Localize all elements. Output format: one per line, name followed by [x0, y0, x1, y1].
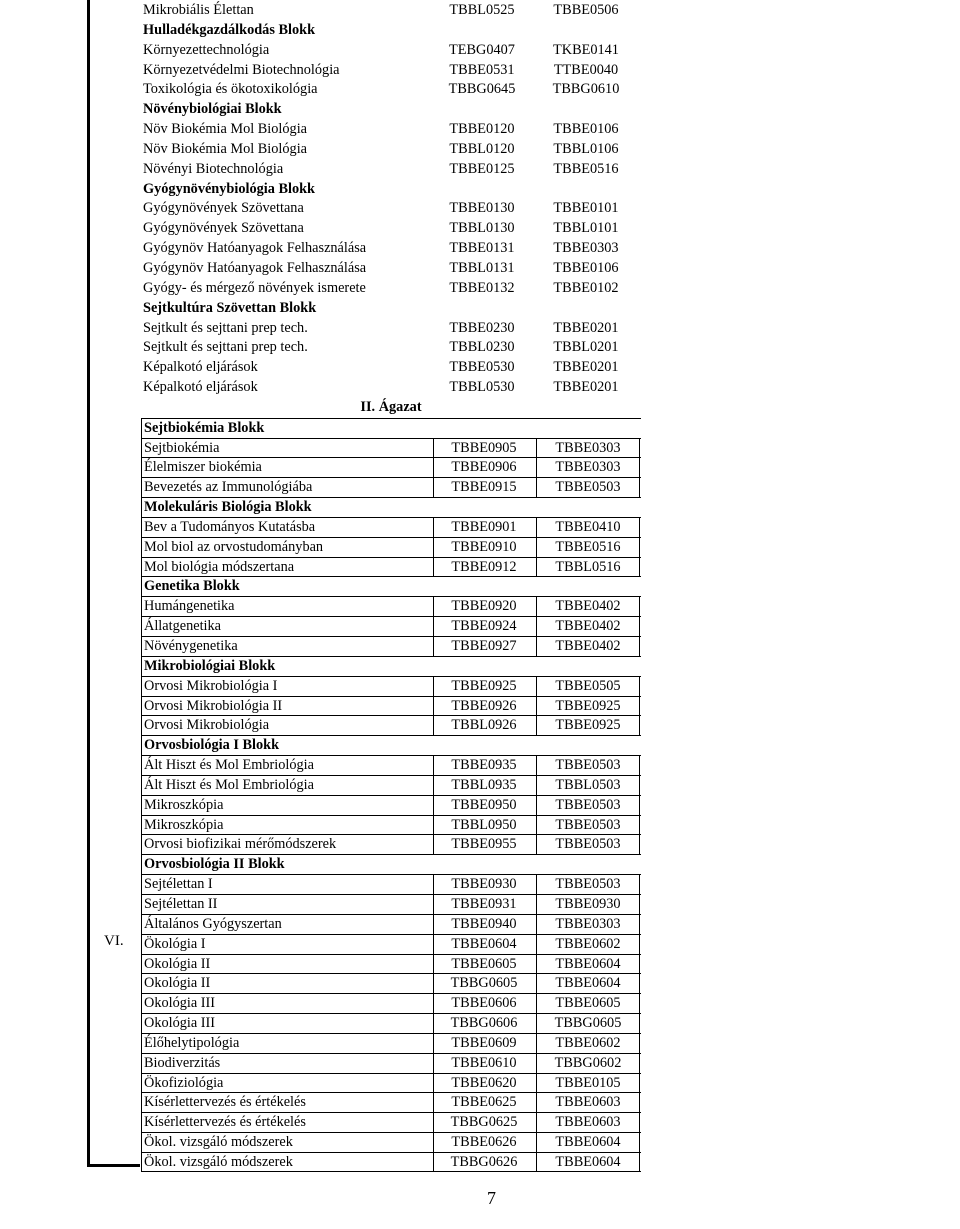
prerequisite-code: TBBE0602 [536, 1034, 640, 1053]
course-name: Sejtbiokémia [144, 439, 220, 456]
course-name: Környezettechnológia [143, 41, 270, 58]
course-name: Orvosi Mikrobiológia I [144, 677, 278, 694]
course-name: Ökológia I [144, 935, 206, 952]
prerequisite-code: TBBE0603 [536, 1113, 640, 1132]
table-row [141, 696, 641, 716]
heading-text: Mikrobiológiai Blokk [144, 657, 276, 674]
prerequisite-code: TBBE0106 [553, 121, 619, 138]
course-code: TBBE0920 [433, 597, 534, 616]
course-name: Mikroszkópia [144, 796, 224, 813]
course-name: Okológia III [144, 995, 216, 1012]
course-name: Mikrobiális Élettan [143, 2, 254, 18]
course-code: TBBL0230 [449, 339, 515, 356]
course-code: TBBE0905 [433, 439, 534, 458]
course-name: Képalkotó eljárások [143, 359, 258, 376]
table-row [141, 934, 641, 954]
course-code: TBBL0926 [433, 716, 534, 735]
course-code: TBBE0910 [433, 538, 534, 557]
table-row [141, 834, 641, 854]
prerequisite-code: TKBE0141 [553, 41, 619, 58]
prerequisite-code: TBBE0410 [536, 518, 640, 537]
course-name: Növ Biokémia Mol Biológia [143, 121, 308, 138]
table-row [141, 199, 641, 219]
course-name: Mikroszkópia [144, 816, 224, 833]
course-code: TBBE0950 [433, 796, 534, 815]
course-name: Sejtélettan II [144, 895, 218, 912]
course-name: Növénygenetika [144, 638, 238, 654]
table-row [141, 1033, 641, 1053]
table-row [141, 358, 641, 378]
course-code: TBBE0930 [433, 875, 534, 894]
heading-text: Gyógynövénybiológia Blokk [143, 180, 316, 197]
left-frame-border [87, 0, 140, 1167]
course-code: TBBL0120 [449, 140, 515, 157]
course-name: Kísérlettervezés és értékelés [144, 1114, 306, 1131]
course-name: Humángenetika [144, 598, 235, 615]
table-row [141, 517, 641, 537]
block-heading [141, 21, 641, 41]
heading-text: Molekuláris Biológia Blokk [144, 499, 312, 516]
prerequisite-code: TTBE0040 [553, 61, 619, 78]
course-code: TEBG0407 [449, 41, 515, 58]
course-name: Ált Hiszt és Mol Embriológia [144, 776, 314, 793]
course-code: TBBE0931 [433, 895, 534, 914]
course-name: Ökol. vizsgáló módszerek [144, 1134, 293, 1151]
table-row [141, 596, 641, 616]
block-heading [141, 854, 641, 874]
block-heading [141, 418, 641, 438]
course-code: TBBE0625 [433, 1093, 534, 1112]
course-code: TBBE0125 [449, 160, 515, 177]
prerequisite-code: TBBE0303 [536, 915, 640, 934]
section-heading [141, 398, 641, 418]
table-row [141, 894, 641, 914]
heading-text: Sejtbiokémia Blokk [144, 419, 265, 436]
course-code: TBBE0604 [433, 935, 534, 954]
course-name: Gyógynövények Szövettana [143, 200, 304, 217]
prerequisite-code: TBBE0303 [553, 240, 619, 257]
prerequisite-code: TBBE0605 [536, 994, 640, 1013]
table-row [141, 795, 641, 815]
table-row [141, 973, 641, 993]
course-name: Okológia III [144, 1015, 216, 1032]
course-code: TBBE0620 [433, 1074, 534, 1093]
table-row [141, 477, 641, 497]
prerequisite-code: TBBL0201 [553, 339, 619, 356]
course-code: TBBE0609 [433, 1034, 534, 1053]
prerequisite-code: TBBE0503 [536, 478, 640, 497]
prerequisite-code: TBBE0516 [536, 538, 640, 557]
course-name: Sejtkult és sejttani prep tech. [143, 339, 308, 356]
course-name: Orvosi Mikrobiológia [144, 717, 270, 734]
course-code: TBBG0626 [433, 1153, 534, 1172]
course-code: TBBE0606 [433, 994, 534, 1013]
prerequisite-code: TBBG0602 [536, 1054, 640, 1073]
course-code: TBBG0645 [448, 81, 516, 98]
table-row [141, 120, 641, 140]
course-code: TBBE0130 [449, 200, 515, 217]
table-row [141, 616, 641, 636]
prerequisite-code: TBBL0106 [553, 140, 619, 157]
course-code: TBBE0610 [433, 1054, 534, 1073]
course-code: TBBE0935 [433, 756, 534, 775]
course-code: TBBE0605 [433, 955, 534, 974]
table-row [141, 338, 641, 358]
course-code: TBBE0925 [433, 677, 534, 696]
table-row [141, 1, 641, 21]
course-table [141, 1, 641, 1172]
block-heading [141, 656, 641, 676]
table-row [141, 319, 641, 339]
prerequisite-code: TBBE0503 [536, 796, 640, 815]
heading-text: Orvosbiológia II Blokk [144, 856, 285, 873]
course-name: Gyógynöv Hatóanyagok Felhasználása [143, 240, 367, 257]
prerequisite-code: TBBL0516 [536, 558, 640, 577]
course-code: TBBE0626 [433, 1133, 534, 1152]
prerequisite-code: TBBE0604 [536, 1153, 640, 1172]
prerequisite-code: TBBE0503 [536, 835, 640, 854]
course-code: TBBL0131 [449, 259, 515, 276]
prerequisite-code: TBBE0102 [553, 279, 619, 296]
page-number: 7 [487, 1188, 496, 1208]
table-row [141, 676, 641, 696]
course-code: TBBE0230 [449, 319, 515, 336]
table-row [141, 41, 641, 61]
course-code: TBBE0926 [433, 697, 534, 716]
table-row [141, 775, 641, 795]
course-name: Mol biológia módszertana [144, 558, 295, 575]
table-row [141, 815, 641, 835]
course-code: TBBE0131 [449, 240, 515, 257]
table-row [141, 874, 641, 894]
prerequisite-code: TBBE0303 [536, 458, 640, 477]
prerequisite-code: TBBE0602 [536, 935, 640, 954]
course-name: Toxikológia és ökotoxikológia [143, 81, 318, 98]
course-code: TBBE0530 [449, 359, 515, 376]
course-name: Ökol. vizsgáló módszerek [144, 1153, 293, 1170]
course-name: Ált Hiszt és Mol Embriológia [144, 757, 314, 774]
block-heading [141, 497, 641, 517]
table-row [141, 80, 641, 100]
course-code: TBBL0530 [449, 379, 515, 396]
table-row [141, 914, 641, 934]
course-name: Élőhelytipológia [144, 1034, 240, 1051]
course-name: Gyógynöv Hatóanyagok Felhasználása [143, 259, 367, 276]
course-name: Orvosi Mikrobiológia II [144, 697, 283, 714]
block-heading [141, 735, 641, 755]
prerequisite-code: TBBE0503 [536, 875, 640, 894]
table-row [141, 636, 641, 656]
table-row [141, 1013, 641, 1033]
course-name: Növ Biokémia Mol Biológia [143, 140, 308, 157]
course-name: Környezetvédelmi Biotechnológia [143, 61, 340, 78]
course-code: TBBE0924 [433, 617, 534, 636]
course-name: Sejtkult és sejttani prep tech. [143, 319, 308, 336]
table-row [141, 259, 641, 279]
prerequisite-code: TBBE0503 [536, 816, 640, 835]
table-row [141, 1152, 641, 1172]
table-row [141, 1132, 641, 1152]
course-name: Ökofiziológia [144, 1074, 224, 1091]
table-row [141, 557, 641, 577]
prerequisite-code: TBBE0604 [536, 974, 640, 993]
prerequisite-code: TBBE0101 [553, 200, 619, 217]
course-name: Sejtélettan I [144, 876, 213, 893]
prerequisite-code: TBBE0201 [553, 359, 619, 376]
prerequisite-code: TBBE0930 [536, 895, 640, 914]
prerequisite-code: TBBE0402 [536, 617, 640, 636]
block-heading [141, 100, 641, 120]
table-row [141, 1053, 641, 1073]
course-code: TBBE0531 [449, 61, 515, 78]
course-name: Bev a Tudományos Kutatásba [144, 518, 316, 535]
course-code: TBBG0606 [433, 1014, 534, 1033]
prerequisite-code: TBBE0516 [553, 160, 619, 177]
course-code: TBBE0906 [433, 458, 534, 477]
block-heading [141, 180, 641, 200]
prerequisite-code: TBBE0506 [553, 2, 619, 18]
table-row [141, 993, 641, 1013]
course-name: Orvosi biofizikai mérőmódszerek [144, 836, 337, 853]
course-name: Okológia II [144, 975, 211, 992]
prerequisite-code: TBBE0925 [536, 716, 640, 735]
table-row [141, 954, 641, 974]
section-label-vi: VI. [104, 933, 124, 949]
heading-text: Sejtkultúra Szövettan Blokk [143, 299, 317, 316]
course-name: Gyógy- és mérgező növények ismerete [143, 279, 366, 296]
course-code: TBBL0935 [433, 776, 534, 795]
prerequisite-code: TBBE0402 [536, 637, 640, 656]
table-row [141, 1092, 641, 1112]
course-name: Gyógynövények Szövettana [143, 220, 304, 237]
course-code: TBBE0955 [433, 835, 534, 854]
course-code: TBBL0130 [449, 220, 515, 237]
course-code: TBBL0525 [449, 2, 515, 18]
prerequisite-code: TBBL0101 [553, 220, 619, 237]
table-row [141, 755, 641, 775]
heading-text: II. Ágazat [360, 398, 422, 415]
table-row [141, 438, 641, 458]
course-name: Mol biol az orvostudományban [144, 538, 324, 555]
prerequisite-code: TBBE0303 [536, 439, 640, 458]
course-code: TBBG0625 [433, 1113, 534, 1132]
prerequisite-code: TBBG0605 [536, 1014, 640, 1033]
prerequisite-code: TBBE0201 [553, 379, 619, 396]
course-code: TBBE0927 [433, 637, 534, 656]
prerequisite-code: TBBE0505 [536, 677, 640, 696]
course-name: Kísérlettervezés és értékelés [144, 1094, 306, 1111]
course-code: TBBE0915 [433, 478, 534, 497]
course-name: Képalkotó eljárások [143, 379, 258, 396]
course-code: TBBE0912 [433, 558, 534, 577]
prerequisite-code: TBBE0503 [536, 756, 640, 775]
course-code: TBBE0901 [433, 518, 534, 537]
table-row [141, 279, 641, 299]
course-code: TBBE0132 [449, 279, 515, 296]
course-name: Élelmiszer biokémia [144, 459, 262, 476]
table-row [141, 1073, 641, 1093]
table-row [141, 537, 641, 557]
table-row [141, 715, 641, 735]
course-name: Biodiverzitás [144, 1054, 221, 1071]
prerequisite-code: TBBE0402 [536, 597, 640, 616]
table-row [141, 160, 641, 180]
prerequisite-code: TBBE0201 [553, 319, 619, 336]
prerequisite-code: TBBE0106 [553, 259, 619, 276]
heading-text: Növénybiológiai Blokk [143, 101, 282, 118]
table-row [141, 140, 641, 160]
course-code: TBBG0605 [433, 974, 534, 993]
course-name: Általános Gyógyszertan [144, 915, 282, 932]
course-code: TBBE0120 [449, 121, 515, 138]
block-heading [141, 299, 641, 319]
prerequisite-code: TBBE0604 [536, 1133, 640, 1152]
heading-text: Genetika Blokk [144, 578, 240, 595]
course-code: TBBL0950 [433, 816, 534, 835]
table-row [141, 378, 641, 398]
prerequisite-code: TBBG0610 [552, 81, 620, 98]
prerequisite-code: TBBE0925 [536, 697, 640, 716]
heading-text: Hulladékgazdálkodás Blokk [143, 21, 316, 38]
heading-text: Orvosbiológia I Blokk [144, 737, 280, 754]
course-name: Növényi Biotechnológia [143, 160, 284, 177]
table-row [141, 1112, 641, 1132]
table-row [141, 219, 641, 239]
prerequisite-code: TBBE0603 [536, 1093, 640, 1112]
course-name: Bevezetés az Immunológiába [144, 479, 313, 496]
prerequisite-code: TBBL0503 [536, 776, 640, 795]
table-row [141, 239, 641, 259]
table-row [141, 457, 641, 477]
table-row [141, 61, 641, 81]
prerequisite-code: TBBE0604 [536, 955, 640, 974]
course-name: Okológia II [144, 955, 211, 972]
prerequisite-code: TBBE0105 [536, 1074, 640, 1093]
course-name: Állatgenetika [144, 618, 222, 635]
block-heading [141, 576, 641, 596]
course-code: TBBE0940 [433, 915, 534, 934]
